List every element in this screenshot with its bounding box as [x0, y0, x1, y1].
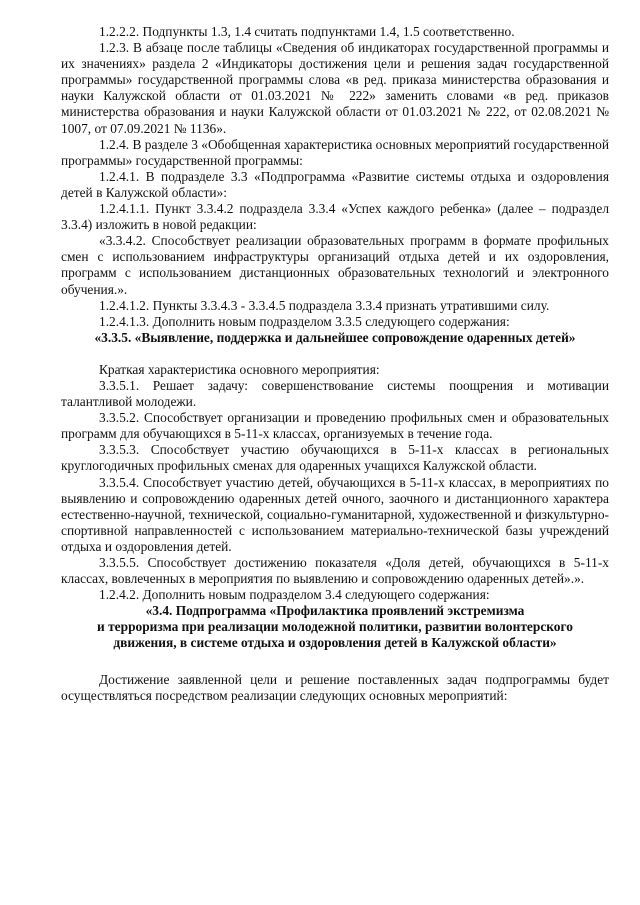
- paragraph-3-3-4-2-quote: «3.3.4.2. Способствует реализации образовательных программ в формате профильных смен с использованием инфраструктуры организаций отдыха детей и их оздоровления, программ с использованием дистанционных образовательных технологий и электронного обучения.».: [61, 233, 609, 297]
- paragraph-3-3-5-5: 3.3.5.5. Способствует достижению показателя «Доля детей, обучающихся в 5-11-х классах, вовлеченных в мероприятия по выявлению и сопровождению одаренных детей».».: [61, 555, 609, 587]
- paragraph-1-2-3: 1.2.3. В абзаце после таблицы «Сведения об индикаторах государственной программы и их значениях» раздела 2 «Индикаторы достижения цели и решения задач государственной программы» государственной программы слова «в ред. приказа министерства образования и науки Калужской области от 01.03.2021 № 222» заменить словами «в ред. приказов министерства образования и науки Калужской области от 01.03.2021 № 222, от 02.08.2021 № 1007, от 07.09.2021 № 1136».: [61, 40, 609, 136]
- paragraph-3-3-5-2: 3.3.5.2. Способствует организации и проведению профильных смен и образовательных программ для обучающихся в 5-11-х классах, организуемых в течение года.: [61, 410, 609, 442]
- paragraph-1-2-4-1: 1.2.4.1. В подразделе 3.3 «Подпрограмма «Развитие системы отдыха и оздоровления детей в Калужской области»:: [61, 168, 609, 200]
- spacer: [61, 346, 609, 362]
- document-page: [61, 24, 609, 704]
- paragraph-brief-characteristic: Краткая характеристика основного мероприятия:: [99, 361, 380, 377]
- paragraph-1-2-4: 1.2.4. В разделе 3 «Обобщенная характеристика основных мероприятий государственной программы» государственной программы:: [61, 136, 609, 168]
- paragraph-1-2-2-2: 1.2.2.2. Подпункты 1.3, 1.4 считать подпунктами 1.4, 1.5 соответственно.: [99, 24, 515, 39]
- paragraph-1-2-4-1-2: 1.2.4.1.2. Пункты 3.3.4.3 - 3.3.4.5 подраздела 3.3.4 признать утратившими силу.: [99, 297, 550, 313]
- paragraph-1-2-4-1-1: 1.2.4.1.1. Пункт 3.3.4.2 подраздела 3.3.4 «Успех каждого ребенка» (далее – подраздел 3.3.4) изложить в новой редакции:: [61, 201, 609, 233]
- heading-3-3-5: «3.3.5. «Выявление, поддержка и дальнейшее сопровождение одаренных детей»: [94, 329, 576, 345]
- spacer: [61, 652, 609, 672]
- paragraph-3-3-5-1: 3.3.5.1. Решает задачу: совершенствование системы поощрения и мотивации талантливой молодежи.: [61, 377, 609, 410]
- paragraph-1-2-4-2: 1.2.4.2. Дополнить новым подразделом 3.4 следующего содержания:: [99, 587, 490, 603]
- heading-3-4-line-2: и терроризма при реализации молодежной политики, развитии волонтерского: [97, 619, 573, 635]
- paragraph-1-2-4-1-3: 1.2.4.1.3. Дополнить новым подразделом 3.3.5 следующего содержания:: [99, 313, 510, 329]
- paragraph-3-3-5-4: 3.3.5.4. Способствует участию детей, обучающихся в 5-11-х классах, в мероприятиях по выявлению и сопровождению одаренных детей очного, заочного и дистанционного характера естественно-научной, технической, социально-гуманитарной, художественной и физкультурно-спортивной направленностей с использованием материально-технической базы учреждений отдыха и оздоровления детей.: [61, 474, 609, 554]
- heading-3-4-line-1: «3.4. Подпрограмма «Профилактика проявлений экстремизма: [145, 603, 525, 619]
- heading-3-4-line-3: движения, в системе отдыха и оздоровления детей в Калужской области»: [113, 635, 557, 651]
- paragraph-achievement: Достижение заявленной цели и решение поставленных задач подпрограммы будет осуществляться посредством реализации следующих основных мероприятий:: [61, 671, 609, 703]
- paragraph-3-3-5-3: 3.3.5.3. Способствует участию обучающихся в 5-11-х классах в региональных круглогодичных профильных сменах для одаренных учащихся Калужской области.: [61, 442, 609, 474]
